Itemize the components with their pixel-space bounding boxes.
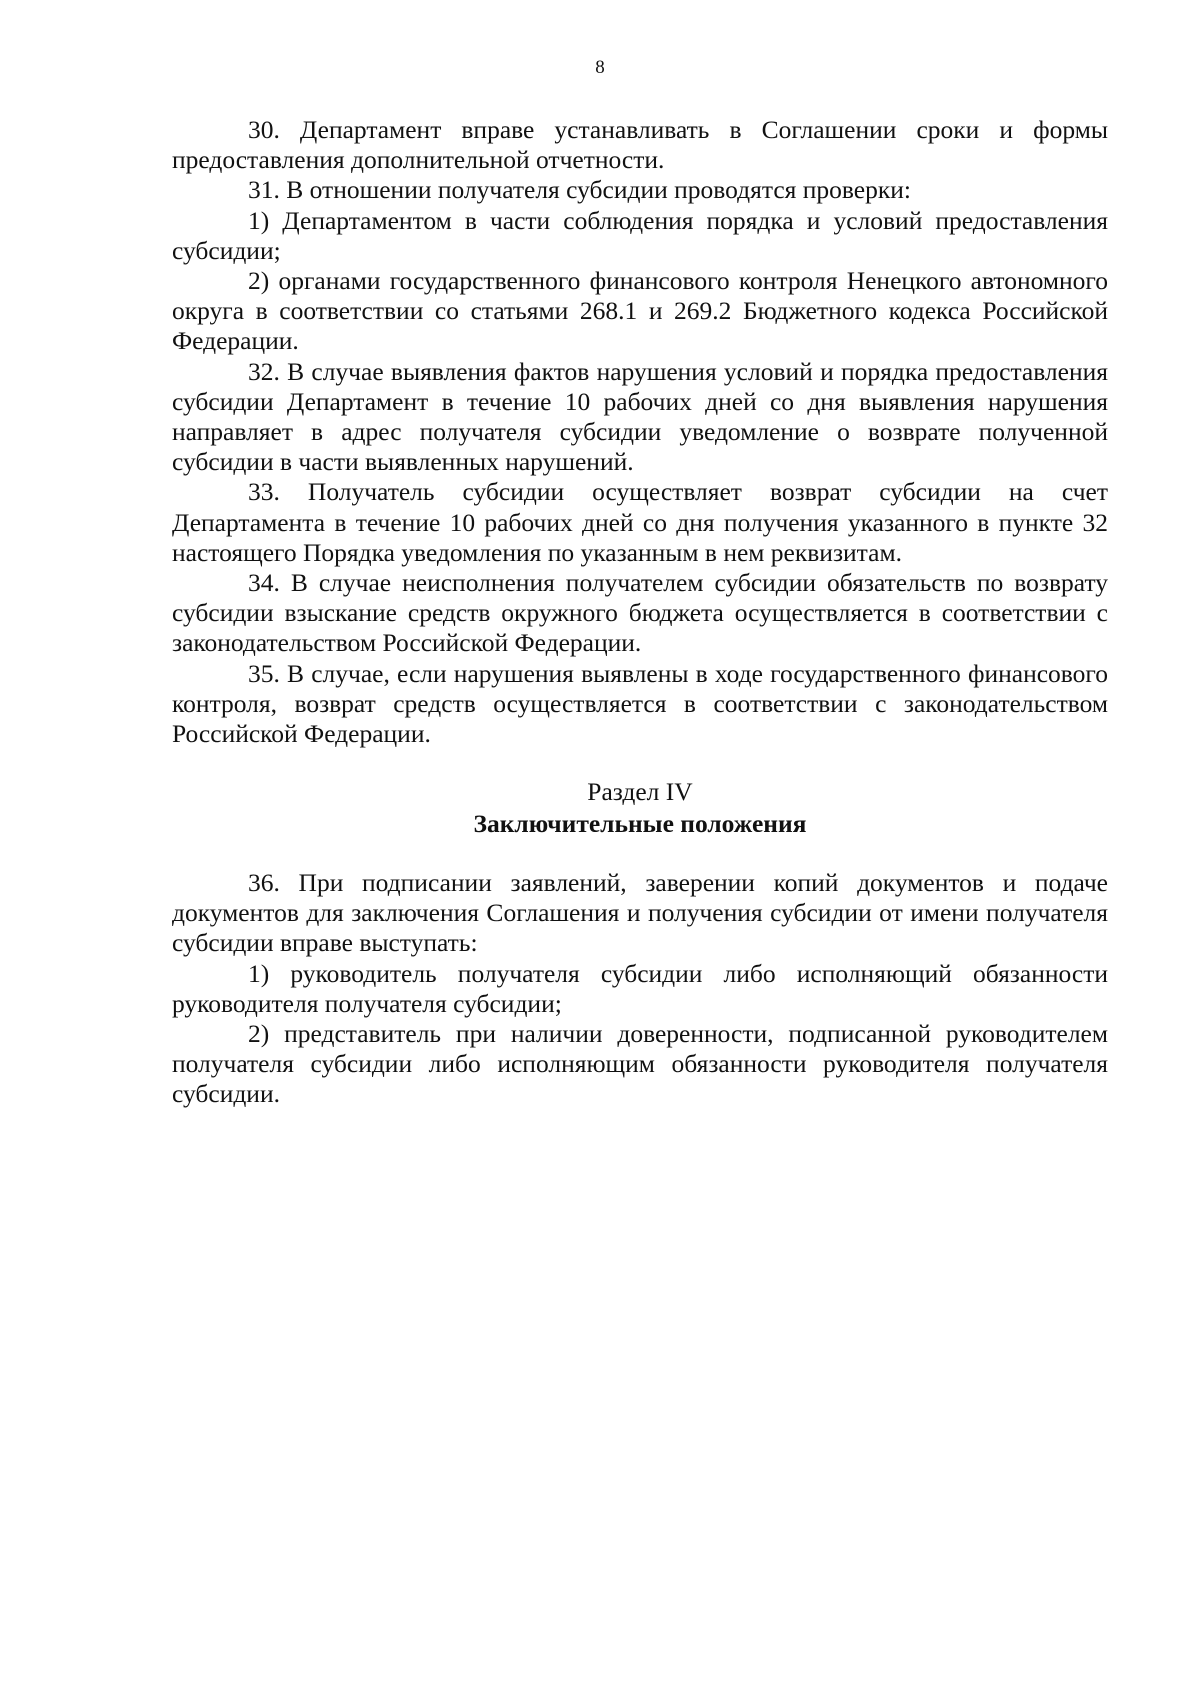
page-number: 8 [595,57,605,78]
paragraph-31: 31. В отношении получателя субсидии проводятся проверки: [248,175,911,205]
section-title: Заключительные положения [473,809,807,838]
paragraph-31-item-2: 2) органами государственного финансового контроля Ненецкого автономного округа в соответствии со статьями 268.1 и 269.2 Бюджетного кодекса Российской Федерации. [172,266,1108,356]
paragraph-31-item-1: 1) Департаментом в части соблюдения порядка и условий предоставления субсидии; [172,205,1108,265]
paragraph-32: 32. В случае выявления фактов нарушения условий и порядка предоставления субсидии Департамент в течение 10 рабочих дней со дня выявления нарушения направляет в адрес получателя субсидии уведомление о возврате полученной субсидии в части выявленных нарушений. [172,356,1108,477]
paragraph-36-item-1: 1) руководитель получателя субсидии либо исполняющий обязанности руководителя получателя субсидии; [172,958,1108,1018]
paragraph-36-item-2: 2) представитель при наличии доверенности, подписанной руководителем получателя субсидии либо исполняющим обязанности руководителя получателя субсидии. [172,1019,1108,1109]
paragraph-30: 30. Департамент вправе устанавливать в Соглашении сроки и формы предоставления дополнительной отчетности. [172,115,1108,175]
paragraph-34: 34. В случае неисполнения получателем субсидии обязательств по возврату субсидии взыскание средств окружного бюджета осуществляется в соответствии с законодательством Российской Федерации. [172,568,1108,658]
section-heading [172,776,1108,840]
section-label: Раздел IV [587,777,693,806]
paragraphs-before-section [172,115,1108,749]
paragraphs-after-section [172,868,1108,1110]
paragraph-36: 36. При подписании заявлений, заверении копий документов и подаче документов для заключения Соглашения и получения субсидии от имени получателя субсидии вправе выступать: [172,868,1108,958]
paragraph-35: 35. В случае, если нарушения выявлены в ходе государственного финансового контроля, возврат средств осуществляется в соответствии с законодательством Российской Федерации. [172,658,1108,749]
paragraph-33: 33. Получатель субсидии осуществляет возврат субсидии на счет Департамента в течение 10 рабочих дней со дня получения указанного в пункте 32 настоящего Порядка уведомления по указанным в нем реквизитам. [172,477,1108,567]
